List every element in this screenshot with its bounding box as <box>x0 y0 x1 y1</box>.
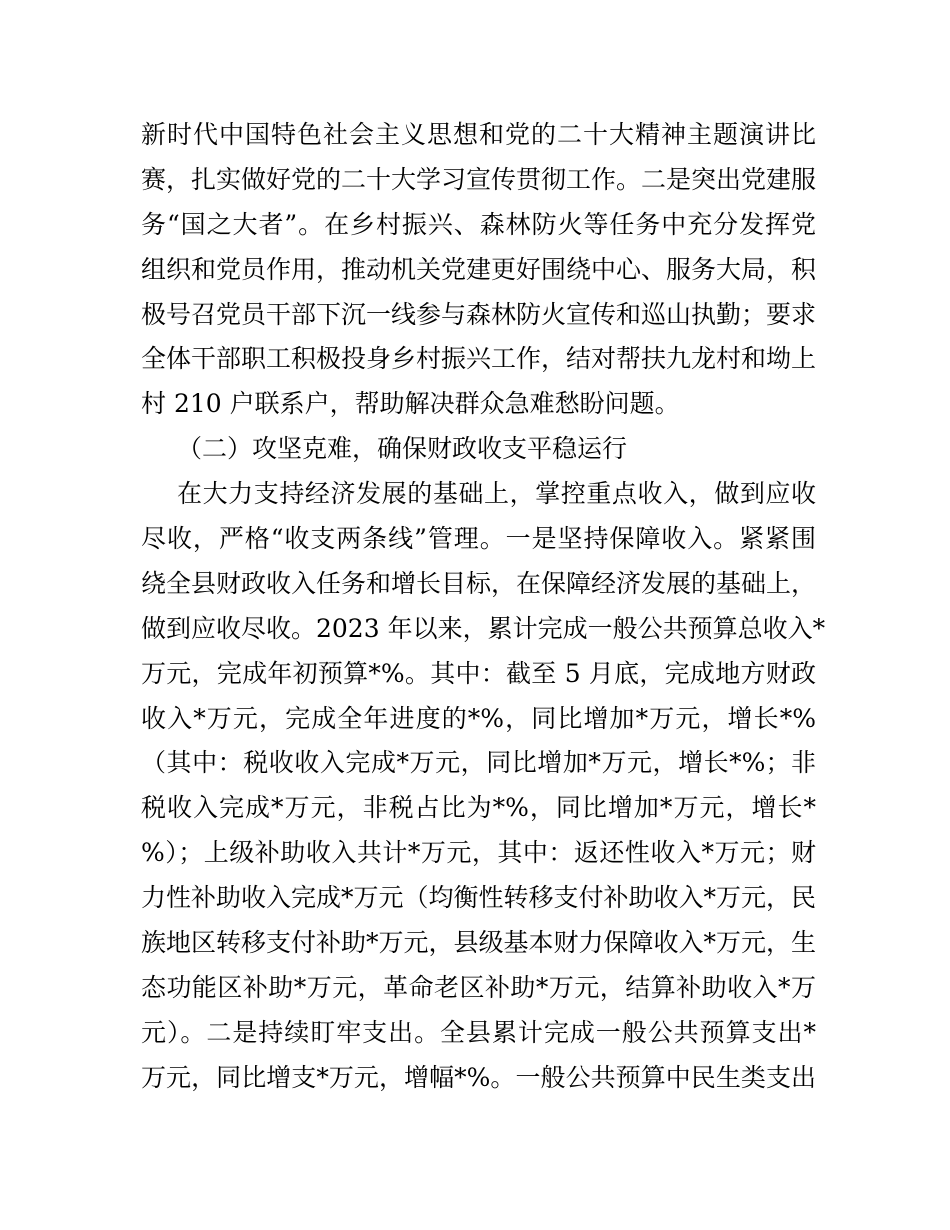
text-line: 万元，同比增支*万元，增幅*%。一般公共预算中民生类支出 <box>141 1062 816 1092</box>
text-line: 力性补助收入完成*万元（均衡性转移支付补助收入*万元，民 <box>141 883 817 913</box>
text-line: 全体干部职工积极投身乡村振兴工作，结对帮扶九龙村和坳上 <box>141 344 817 374</box>
document-body <box>141 113 826 1101</box>
text-line: 税收入完成*万元，非税占比为*%，同比增加*万元，增长* <box>141 793 816 823</box>
text-line: 尽收，严格“收支两条线”管理。一是坚持保障收入。紧紧围 <box>141 524 816 554</box>
text-line: 村 210 户联系户，帮助解决群众急难愁盼问题。 <box>141 389 680 419</box>
text-line: 新时代中国特色社会主义思想和党的二十大精神主题演讲比 <box>141 120 816 149</box>
text-line: 极号召党员干部下沉一线参与森林防火宣传和巡山执勤；要求 <box>141 299 817 329</box>
text-line: 态功能区补助*万元，革命老区补助*万元，结算补助收入*万 <box>141 972 816 1002</box>
paragraph-fiscal-revenue <box>141 472 826 1100</box>
text-line: 做到应收尽收。2023 年以来，累计完成一般公共预算总收入* <box>141 613 826 643</box>
text-line: 绕全县财政收入任务和增长目标，在保障经济发展的基础上， <box>141 568 817 598</box>
section-heading <box>141 427 816 472</box>
text-line: 务“国之大者”。在乡村振兴、森林防火等任务中充分发挥党 <box>141 209 816 239</box>
text-line: 组织和党员作用，推动机关党建更好围绕中心、服务大局，积 <box>141 254 817 284</box>
text-line: 族地区转移支付补助*万元，县级基本财力保障收入*万元，生 <box>141 928 817 958</box>
paragraph-party-building <box>141 113 816 427</box>
text-line: 收入*万元，完成全年进度的*%，同比增加*万元，增长*% <box>141 703 816 733</box>
text-line: 赛，扎实做好党的二十大学习宣传贯彻工作。二是突出党建服 <box>141 164 817 194</box>
text-line: %）；上级补助收入共计*万元，其中：返还性收入*万元；财 <box>141 838 816 868</box>
text-line: （其中：税收收入完成*万元，同比增加*万元，增长*%；非 <box>141 748 816 778</box>
heading-line: （二）攻坚克难，确保财政收支平稳运行 <box>177 434 628 464</box>
text-line: 万元，完成年初预算*%。其中：截至 5 月底，完成地方财政 <box>141 658 816 688</box>
text-line: 在大力支持经济发展的基础上，掌控重点收入，做到应收 <box>177 479 816 509</box>
text-line: 元）。二是持续盯牢支出。全县累计完成一般公共预算支出* <box>141 1017 816 1047</box>
